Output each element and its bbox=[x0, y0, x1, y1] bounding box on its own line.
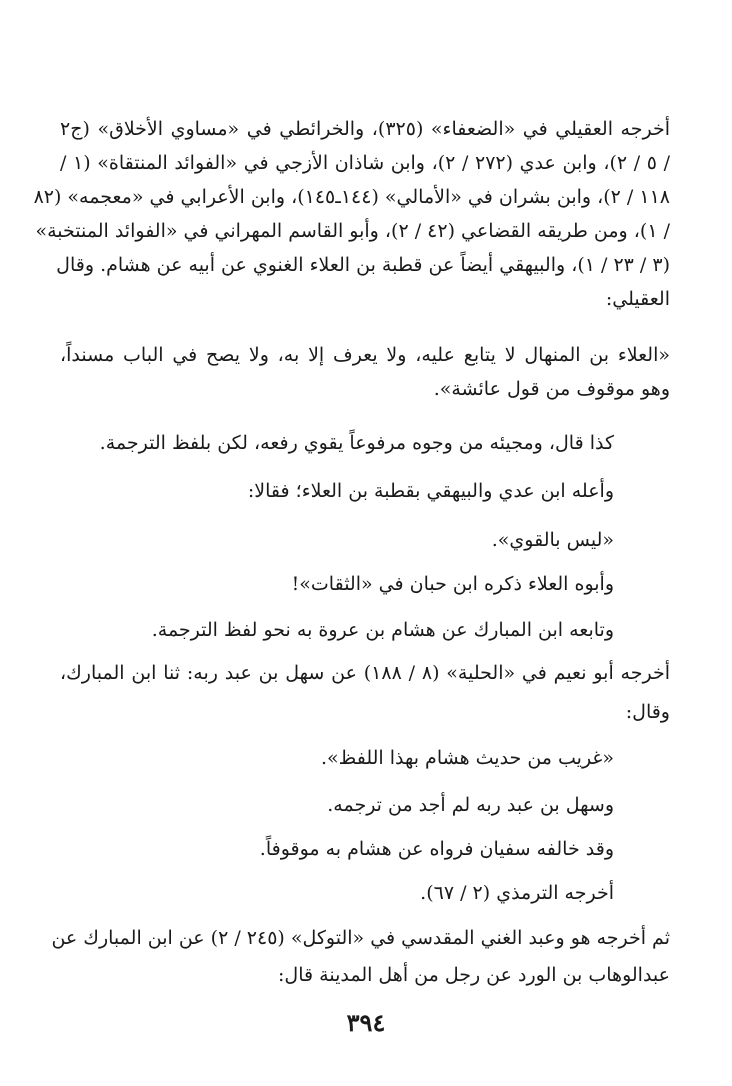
text-line: أخرجه أبو نعيم في «الحلية» (٨ / ١٨٨) عن سهل بن عبد ربه: ثنا ابن المبارك، bbox=[60, 662, 670, 684]
text-line: عبدالوهاب بن الورد عن رجل من أهل المدينة قال: bbox=[278, 964, 670, 986]
text-line: / ١)، ومن طريقه القضاعي (٤٢ / ٢)، وأبو القاسم المهراني في «الفوائد المنتخبة» bbox=[35, 220, 670, 242]
paragraph: وأبوه العلاء ذكره ابن حبان في «الثقات»! bbox=[291, 573, 614, 595]
quote-line: «ليس بالقوي». bbox=[491, 529, 614, 551]
paragraph: وتابعه ابن المبارك عن هشام بن عروة به نحو لفظ الترجمة. bbox=[151, 619, 614, 641]
quote-line: «غريب من حديث هشام بهذا اللفظ». bbox=[321, 747, 614, 769]
text-line: وقال: bbox=[625, 701, 670, 723]
text-line: ثم أخرجه هو وعبد الغني المقدسي في «التوكل» (٢٤٥ / ٢) عن ابن المبارك عن bbox=[51, 927, 670, 949]
quote-line: «العلاء بن المنهال لا يتابع عليه، ولا يعرف إلا به، ولا يصح في الباب مسنداً، bbox=[60, 344, 670, 366]
text-line: العقيلي: bbox=[605, 288, 670, 310]
page-number: ٣٩٤ bbox=[346, 1008, 386, 1037]
text-line: (٣ / ٢٣ / ١)، والبيهقي أيضاً عن قطبة بن العلاء الغنوي عن أبيه عن هشام. وقال bbox=[56, 254, 670, 276]
text-line: ١١٨ / ٢)، وابن بشران في «الأمالي» (١٤٤ـ١٤٥)، وابن الأعرابي في «معجمه» (٨٢ bbox=[33, 186, 670, 208]
paragraph: أخرجه الترمذي (٢ / ٦٧). bbox=[420, 882, 614, 904]
quote-line: وهو موقوف من قول عائشة». bbox=[433, 378, 670, 400]
text-line: / ٥ / ٢)، وابن عدي (٢٧٢ / ٢)، وابن شاذان الأزجي في «الفوائد المنتقاة» (١ / bbox=[60, 152, 670, 174]
paragraph: وقد خالفه سفيان فرواه عن هشام به موقوفاً. bbox=[259, 838, 614, 860]
paragraph: كذا قال، ومجيئه من وجوه مرفوعاً يقوي رفعه، لكن بلفظ الترجمة. bbox=[99, 432, 614, 454]
paragraph: وأعله ابن عدي والبيهقي بقطبة بن العلاء؛ فقالا: bbox=[247, 480, 614, 502]
text-line: أخرجه العقيلي في «الضعفاء» (٣٢٥)، والخرائطي في «مساوي الأخلاق» (ج٢ bbox=[60, 118, 670, 140]
paragraph: وسهل بن عبد ربه لم أجد من ترجمه. bbox=[327, 794, 614, 816]
